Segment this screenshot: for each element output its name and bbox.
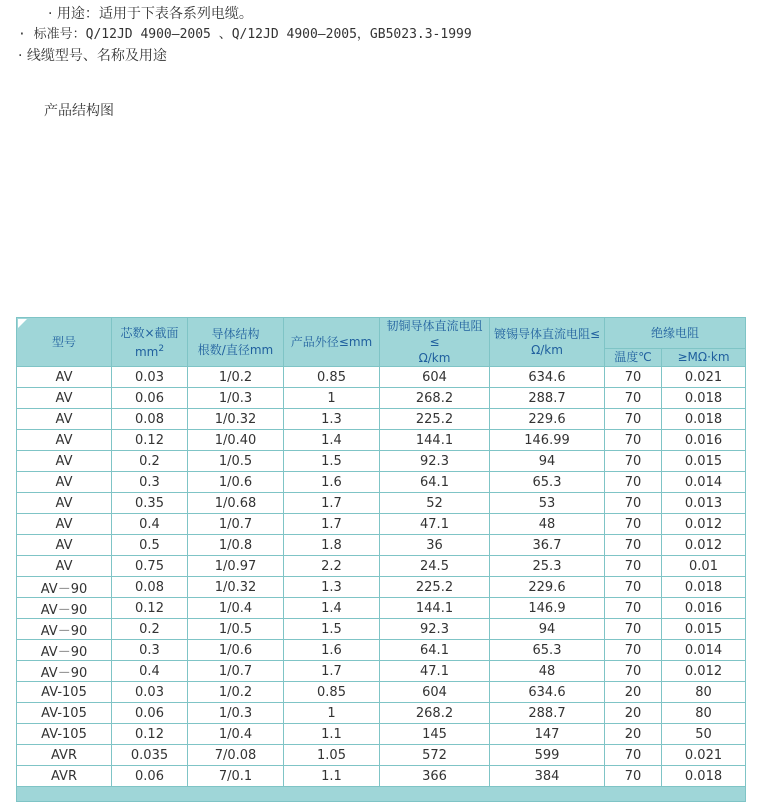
- table-cell: 70: [605, 451, 662, 472]
- models-line: · 线缆型号、名称及用途: [18, 48, 167, 64]
- table-cell: 70: [605, 745, 662, 766]
- table-cell: 70: [605, 493, 662, 514]
- header-insulation-unit: ≥MΩ·km: [662, 348, 746, 366]
- table-cell: AV: [17, 367, 112, 388]
- table-cell: 80: [662, 703, 746, 724]
- table-cell: AV－90: [17, 619, 112, 640]
- table-cell: AV-105: [17, 724, 112, 745]
- table-cell: 0.5: [112, 535, 188, 556]
- table-cell: 599: [490, 745, 605, 766]
- table-cell: 92.3: [380, 451, 490, 472]
- table-cell: 1/0.7: [188, 661, 284, 682]
- table-cell: 0.08: [112, 409, 188, 430]
- table-cell: 0.06: [112, 388, 188, 409]
- table-cell: 0.012: [662, 535, 746, 556]
- table-cell: AV: [17, 514, 112, 535]
- table-cell: 1.3: [284, 409, 380, 430]
- table-cell: 20: [605, 703, 662, 724]
- table-cell: 1.6: [284, 472, 380, 493]
- table-cell: 225.2: [380, 577, 490, 598]
- table-cell: 50: [662, 724, 746, 745]
- table-cell: 20: [605, 682, 662, 703]
- table-cell: 0.03: [112, 367, 188, 388]
- table-cell: 384: [490, 766, 605, 787]
- table-cell: 70: [605, 661, 662, 682]
- table-cell: 24.5: [380, 556, 490, 577]
- table-cell: 146.99: [490, 430, 605, 451]
- table-row: [17, 409, 746, 430]
- table-cell: 0.018: [662, 577, 746, 598]
- table-row: [17, 514, 746, 535]
- table-cell: 604: [380, 367, 490, 388]
- table-cell: 1/0.5: [188, 619, 284, 640]
- table-cell: 20: [605, 724, 662, 745]
- table-cell: 1/0.3: [188, 703, 284, 724]
- header-model: 型号: [17, 318, 112, 367]
- table-cell: 92.3: [380, 619, 490, 640]
- table-cell: 7/0.1: [188, 766, 284, 787]
- table-cell: 1/0.3: [188, 388, 284, 409]
- table-cell: 0.85: [284, 682, 380, 703]
- table-cell: 1: [284, 703, 380, 724]
- table-row: [17, 577, 746, 598]
- table-cell: 0.014: [662, 472, 746, 493]
- table-cell: 0.12: [112, 724, 188, 745]
- table-cell: 0.3: [112, 472, 188, 493]
- table-cell: 1.3: [284, 577, 380, 598]
- table-cell: 65.3: [490, 640, 605, 661]
- table-cell: 0.75: [112, 556, 188, 577]
- header-conductor-structure: 导体结构 根数/直径mm: [188, 318, 284, 367]
- table-cell: 229.6: [490, 409, 605, 430]
- table-cell: 1.1: [284, 766, 380, 787]
- table-cell: 70: [605, 619, 662, 640]
- table-cell: 47.1: [380, 514, 490, 535]
- table-row: [17, 493, 746, 514]
- table-cell: AV: [17, 430, 112, 451]
- table-cell: 1.4: [284, 598, 380, 619]
- table-cell: 144.1: [380, 430, 490, 451]
- table-cell: 70: [605, 556, 662, 577]
- table-cell: AV-105: [17, 682, 112, 703]
- table-cell: 0.06: [112, 766, 188, 787]
- table-cell: 366: [380, 766, 490, 787]
- table-row: [17, 535, 746, 556]
- table-cell: 2.2: [284, 556, 380, 577]
- table-cell: 1.7: [284, 514, 380, 535]
- table-cell: 288.7: [490, 703, 605, 724]
- corner-triangle-icon: [18, 319, 27, 328]
- table-cell: 0.013: [662, 493, 746, 514]
- table-cell: 94: [490, 619, 605, 640]
- table-cell: 1.5: [284, 619, 380, 640]
- table-cell: 70: [605, 430, 662, 451]
- header-outer-diameter: 产品外径≤mm: [284, 318, 380, 367]
- table-cell: 25.3: [490, 556, 605, 577]
- table-cell: 634.6: [490, 682, 605, 703]
- table-cell: 47.1: [380, 661, 490, 682]
- table-cell: 70: [605, 388, 662, 409]
- table-cell: 146.9: [490, 598, 605, 619]
- table-cell: AVR: [17, 766, 112, 787]
- table-cell: 268.2: [380, 703, 490, 724]
- table-cell: 7/0.08: [188, 745, 284, 766]
- table-cell: 1/0.32: [188, 577, 284, 598]
- table-cell: 1/0.4: [188, 598, 284, 619]
- table-row: [17, 472, 746, 493]
- table-row: [17, 682, 746, 703]
- table-cell: 64.1: [380, 640, 490, 661]
- table-row: [17, 619, 746, 640]
- table-cell: 0.016: [662, 430, 746, 451]
- table-cell: 0.014: [662, 640, 746, 661]
- table-cell: 1.8: [284, 535, 380, 556]
- table-cell: 147: [490, 724, 605, 745]
- table-cell: 0.03: [112, 682, 188, 703]
- table-cell: AV－90: [17, 661, 112, 682]
- header-tin-resistance: 镀锡导体直流电阻≤ Ω/km: [490, 318, 605, 367]
- usage-line: · 用途：适用于下表各系列电缆。: [48, 6, 253, 22]
- header-insulation-resistance: 绝缘电阻: [605, 318, 746, 349]
- table-cell: 70: [605, 577, 662, 598]
- table-cell: 64.1: [380, 472, 490, 493]
- table-cell: 0.85: [284, 367, 380, 388]
- table-cell: 0.016: [662, 598, 746, 619]
- table-cell: 0.012: [662, 514, 746, 535]
- table-cell: 0.06: [112, 703, 188, 724]
- table-cell: 572: [380, 745, 490, 766]
- table-cell: 36.7: [490, 535, 605, 556]
- table-cell: 1.1: [284, 724, 380, 745]
- table-row: [17, 661, 746, 682]
- table-cell: 1.4: [284, 430, 380, 451]
- table-cell: 70: [605, 598, 662, 619]
- table-cell: 1/0.2: [188, 682, 284, 703]
- table-cell: 1/0.4: [188, 724, 284, 745]
- table-row: [17, 451, 746, 472]
- table-row: [17, 703, 746, 724]
- table-cell: 94: [490, 451, 605, 472]
- table-row: [17, 766, 746, 787]
- table-cell: AV: [17, 409, 112, 430]
- table-cell: 0.012: [662, 661, 746, 682]
- header-cores-area: 芯数×截面 $mm^2$: [112, 318, 188, 367]
- table-cell: 52: [380, 493, 490, 514]
- structure-title: 产品结构图: [44, 103, 114, 119]
- table-cell: 0.3: [112, 640, 188, 661]
- table-cell: 0.12: [112, 598, 188, 619]
- table-cell: 0.12: [112, 430, 188, 451]
- table-row: [17, 745, 746, 766]
- table-row: [17, 367, 746, 388]
- table-cell: 1.05: [284, 745, 380, 766]
- standard-line: · 标准号：Q/12JD 4900—2005 、Q/12JD 4900—2005，GB5023.3-1999: [18, 27, 472, 42]
- table-header: [17, 318, 746, 367]
- table-cell: 229.6: [490, 577, 605, 598]
- table-cell: 36: [380, 535, 490, 556]
- table-cell: AV－90: [17, 598, 112, 619]
- table-cell: 1.6: [284, 640, 380, 661]
- table-cell: 0.018: [662, 766, 746, 787]
- table-cell: 0.2: [112, 619, 188, 640]
- table-cell: AV: [17, 493, 112, 514]
- table-cell: 1/0.32: [188, 409, 284, 430]
- table-cell: AV: [17, 451, 112, 472]
- table-cell: 70: [605, 409, 662, 430]
- table-cell: 70: [605, 514, 662, 535]
- table-cell: 70: [605, 472, 662, 493]
- table-cell: 1/0.8: [188, 535, 284, 556]
- spec-table: [16, 317, 746, 802]
- table-cell: 1/0.7: [188, 514, 284, 535]
- table-cell: 1/0.5: [188, 451, 284, 472]
- table-cell: 1: [284, 388, 380, 409]
- table-row: [17, 430, 746, 451]
- table-cell: 0.035: [112, 745, 188, 766]
- table-cell: 0.01: [662, 556, 746, 577]
- table-cell: 80: [662, 682, 746, 703]
- table-cell: 634.6: [490, 367, 605, 388]
- table-body: [17, 367, 746, 787]
- table-cell: 1.5: [284, 451, 380, 472]
- table-cell: 0.021: [662, 367, 746, 388]
- table-cell: 0.015: [662, 451, 746, 472]
- table-cell: 48: [490, 514, 605, 535]
- table-cell: 0.4: [112, 661, 188, 682]
- table-cell: 1/0.40: [188, 430, 284, 451]
- table-cell: AV: [17, 388, 112, 409]
- table-cell: 0.2: [112, 451, 188, 472]
- table-cell: 0.018: [662, 388, 746, 409]
- table-row: [17, 598, 746, 619]
- table-cell: 145: [380, 724, 490, 745]
- table-cell: AV: [17, 535, 112, 556]
- table-cell: 0.08: [112, 577, 188, 598]
- table-cell: 1.7: [284, 493, 380, 514]
- table-cell: 268.2: [380, 388, 490, 409]
- table-cell: 70: [605, 535, 662, 556]
- table-cell: 0.015: [662, 619, 746, 640]
- header-temp: 温度℃: [605, 348, 662, 366]
- table-cell: 0.021: [662, 745, 746, 766]
- table-cell: 225.2: [380, 409, 490, 430]
- table-cell: 0.018: [662, 409, 746, 430]
- table-cell: 1/0.6: [188, 472, 284, 493]
- table-cell: 0.35: [112, 493, 188, 514]
- table-cell: 70: [605, 640, 662, 661]
- table-cell: 0.4: [112, 514, 188, 535]
- table-cell: 288.7: [490, 388, 605, 409]
- header-cu-resistance: 韧铜导体直流电阻 ≤ Ω/km: [380, 318, 490, 367]
- table-cell: 48: [490, 661, 605, 682]
- table-cell: 1.7: [284, 661, 380, 682]
- table-cell: AV: [17, 556, 112, 577]
- table-cell: 1/0.68: [188, 493, 284, 514]
- table-footer-bar: [17, 787, 746, 802]
- table-cell: AV－90: [17, 640, 112, 661]
- table-cell: 1/0.2: [188, 367, 284, 388]
- table-cell: 604: [380, 682, 490, 703]
- table-cell: AV: [17, 472, 112, 493]
- table-cell: AV－90: [17, 577, 112, 598]
- table-row: [17, 388, 746, 409]
- table-cell: 53: [490, 493, 605, 514]
- table-cell: 65.3: [490, 472, 605, 493]
- table-cell: AVR: [17, 745, 112, 766]
- table-cell: 144.1: [380, 598, 490, 619]
- table-row: [17, 724, 746, 745]
- table-row: [17, 556, 746, 577]
- table-cell: 70: [605, 766, 662, 787]
- table-cell: 70: [605, 367, 662, 388]
- table-cell: AV-105: [17, 703, 112, 724]
- table-row: [17, 640, 746, 661]
- table-cell: 1/0.6: [188, 640, 284, 661]
- table-cell: 1/0.97: [188, 556, 284, 577]
